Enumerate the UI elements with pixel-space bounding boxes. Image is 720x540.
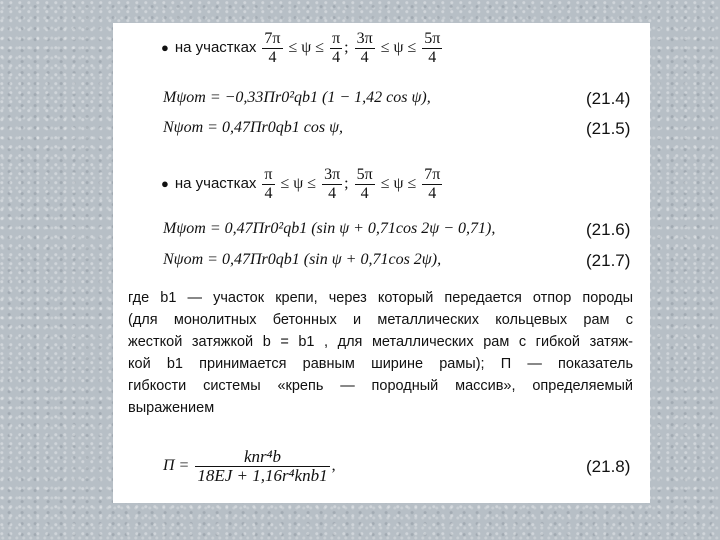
formula-lhs: П = bbox=[163, 457, 190, 475]
fraction: $\frac{\pi}{4}$ bbox=[332, 30, 341, 66]
equation-21-6: Mψот = 0,47Пr0²qb1 (sin ψ + 0,71cos 2ψ − 0,71), bbox=[163, 220, 496, 237]
equation-21-7: Nψот = 0,47Пr0qb1 (sin ψ + 0,71cos 2ψ), bbox=[163, 251, 442, 268]
paragraph-line: гибкости системы «крепь — породный массив», определяемый bbox=[128, 378, 633, 394]
fraction: $\frac{5\pi}{4}$ bbox=[356, 166, 373, 202]
separator: ; bbox=[344, 39, 349, 57]
bullet-icon: ● bbox=[161, 176, 169, 192]
inequality: ≤ ψ ≤ bbox=[380, 175, 417, 193]
fraction: $\frac{\pi}{4}$ bbox=[264, 166, 273, 202]
equation-21-8 bbox=[163, 448, 336, 485]
fraction: $\frac{3\pi}{4}$ bbox=[356, 30, 373, 66]
paragraph-line: где b1 — участок крепи, через который передается отпор породы bbox=[128, 290, 633, 306]
equation-number: (21.7) bbox=[586, 251, 631, 270]
condition-block-1 bbox=[161, 30, 444, 67]
paragraph-line: (для монолитных бетонных и металлических кольцевых рам с bbox=[128, 312, 633, 328]
equation-number: (21.8) bbox=[586, 457, 631, 476]
fraction: $\frac{7\pi}{4}$ bbox=[424, 166, 441, 202]
document-page bbox=[113, 23, 650, 503]
inequality: ≤ ψ ≤ bbox=[280, 175, 317, 193]
condition-label: на участках bbox=[174, 39, 257, 57]
condition-label: на участках bbox=[174, 175, 257, 193]
formula-tail: , bbox=[331, 457, 336, 475]
explanation-paragraph bbox=[128, 287, 633, 419]
paragraph-line: выражением bbox=[128, 400, 215, 416]
separator: ; bbox=[344, 175, 349, 193]
equation-number: (21.6) bbox=[586, 220, 631, 239]
inequality: ≤ ψ ≤ bbox=[288, 39, 325, 57]
fraction: $\frac{5\pi}{4}$ bbox=[424, 30, 441, 66]
equation-number: (21.4) bbox=[586, 89, 631, 108]
formula-denominator: 18EJ + 1,16r⁴knb1 bbox=[197, 466, 328, 485]
paragraph-line: жесткой затяжкой b = b1 , для металлических рам с гибкой затяж- bbox=[128, 334, 633, 350]
equation-number: (21.5) bbox=[586, 119, 631, 138]
inequality: ≤ ψ ≤ bbox=[380, 39, 417, 57]
equation-21-4: Mψот = −0,33Пr0²qb1 (1 − 1,42 cos ψ), bbox=[163, 89, 431, 106]
fraction: $\frac{3\pi}{4}$ bbox=[324, 166, 341, 202]
equation-21-5: Nψот = 0,47Пr0qb1 cos ψ, bbox=[163, 119, 344, 136]
condition-block-2 bbox=[161, 166, 444, 203]
fraction bbox=[195, 448, 329, 485]
formula-numerator: knr⁴b bbox=[195, 448, 329, 467]
bullet-icon: ● bbox=[161, 40, 169, 56]
paragraph-line: кой b1 принимается равным ширине рамы); П — показатель bbox=[128, 356, 633, 372]
fraction: $\frac{7\pi}{4}$ bbox=[264, 30, 281, 66]
